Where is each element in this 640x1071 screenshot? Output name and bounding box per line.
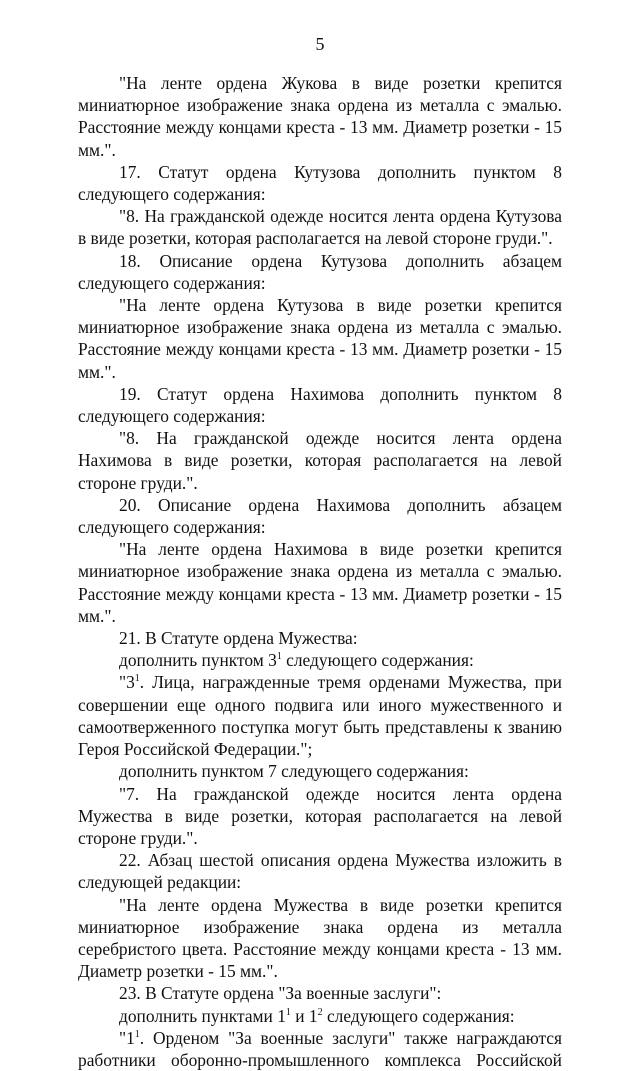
superscript: 1 (276, 651, 282, 663)
paragraph-23-add-1-1-1-2 (78, 1005, 562, 1027)
text-fragment: дополнить пунктами 1 (119, 1005, 286, 1026)
paragraph-21-add-7: дополнить пунктом 7 следующего содержания: (119, 761, 469, 782)
paragraph-23: 23. В Статуте ордена "За военные заслуги": (119, 983, 442, 1004)
paragraph-22: 22. Абзац шестой описания ордена Мужества изложить в следующей редакции: (78, 850, 562, 893)
paragraph-19: 19. Статут ордена Нахимова дополнить пунктом 8 следующего содержания: (78, 383, 562, 427)
paragraph-kutuzov-ribbon: "На ленте ордена Кутузова в виде розетки крепится миниатюрное изображение знака ордена из металла с эмалью. Расстояние между концами креста - 13 мм. Диаметр розетки - 15 мм.". (78, 295, 562, 382)
paragraph-courage-ribbon: "На ленте ордена Мужества в виде розетки крепится миниатюрное изображение знака ордена из металла серебристого цвета. Расстояние между концами креста - 13 мм. Диаметр розетки - 15 мм.". (78, 894, 562, 982)
page-number: 5 (315, 34, 325, 54)
text-fragment: . Лица, награжденные тремя орденами Мужества, при совершении еще одного подвига или иного мужественного и самоотверженного поступка могут быть представлены к званию Героя Российской Федерации."; (78, 672, 562, 760)
paragraph-kutuzov-statute-8: "8. На гражданской одежде носится лента ордена Кутузова в виде розетки, которая располагается на левой стороне груди.". (78, 206, 562, 249)
paragraph-courage-3-1 (78, 671, 562, 760)
superscript: 1 (134, 1028, 140, 1040)
paragraph-courage-7: "7. На гражданской одежде носится лента ордена Мужества в виде розетки, которая располагается на левой стороне груди.". (78, 783, 562, 848)
paragraph-zhukov-ribbon: "На ленте ордена Жукова в виде розетки крепится миниатюрное изображение знака ордена из металла с эмалью. Расстояние между концами креста - 13 мм. Диаметр розетки - 15 мм.". (78, 73, 562, 160)
text-fragment: следующего содержания: (281, 650, 474, 671)
text-fragment: "1 (119, 1027, 135, 1048)
text-fragment: "3 (119, 672, 135, 693)
paragraph-nakhimov-statute-8: "8. На гражданской одежде носится лента ордена Нахимова в виде розетки, которая располагается на левой стороне груди.". (78, 428, 562, 493)
superscript: 2 (317, 1006, 323, 1018)
paragraph-military-merit-1-1 (78, 1027, 562, 1071)
document-body (78, 72, 562, 1071)
paragraph-20: 20. Описание ордена Нахимова дополнить абзацем следующего содержания: (78, 494, 562, 538)
paragraph-21-add-3-1 (78, 649, 562, 671)
text-fragment: и 1 (290, 1005, 318, 1026)
paragraph-nakhimov-ribbon: "На ленте ордена Нахимова в виде розетки крепится миниатюрное изображение знака ордена из металла с эмалью. Расстояние между концами креста - 13 мм. Диаметр розетки - 15 мм.". (78, 539, 562, 626)
paragraph-18: 18. Описание ордена Кутузова дополнить абзацем следующего содержания: (78, 250, 562, 293)
paragraph-21: 21. В Статуте ордена Мужества: (119, 628, 358, 649)
text-fragment: . Орденом "За военные заслуги" также награждаются работники оборонно-промышленного комплекса Российской (78, 1027, 562, 1070)
paragraph-17: 17. Статут ордена Кутузова дополнить пунктом 8 следующего содержания: (78, 161, 562, 205)
superscript: 1 (134, 673, 140, 685)
text-fragment: дополнить пунктом 3 (119, 650, 277, 671)
superscript: 1 (285, 1006, 291, 1018)
text-fragment: следующего содержания: (322, 1005, 515, 1026)
